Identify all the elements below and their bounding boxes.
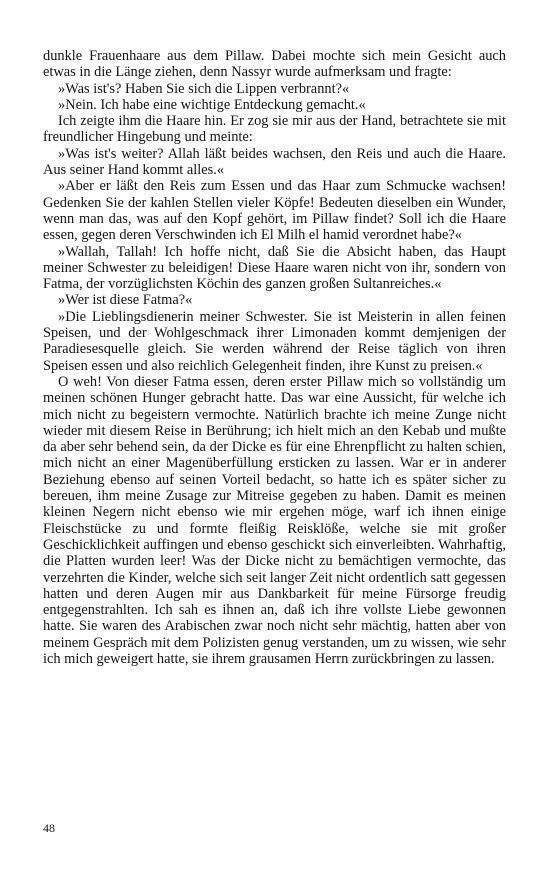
paragraph-dialogue-2: »Nein. Ich habe eine wichtige Entdeckung gemacht.« bbox=[58, 96, 366, 113]
paragraph-dialogue-5: »Wallah, Tallah! Ich hoffe nicht, daß Sie die Absicht haben, das Haupt meiner Schwester zu beleidigen! Diese Haare waren nicht von ihr, sondern von Fatma, der vorzüglichsten Köchin des ganzen großen Sultanreiches.« bbox=[43, 243, 506, 293]
paragraph-narration-2: O weh! Von dieser Fatma essen, deren erster Pillaw mich so vollständig um meinen schönen Hunger gebracht hatte. Das war eine Aussicht, für welche ich mich nicht zu begeistern vermochte. Natürlich brachte ich meine Zunge nicht wieder mit diesem Reise in Berührung; ich hielt mich an den Kebab und mußte da aber sehr behend sein, da der Dicke es für eine Ehrenpflicht zu halten schien, mich nicht an einer Magenüberfüllung ersticken zu lassen. War er in anderer Beziehung ebenso auf seinen Vorteil bedacht, so hatte ich es später sicher zu bereuen, ihm meine Zusage zur Mitreise gegeben zu haben. Damit es meinen kleinen Negern nicht ebenso wie mir ergehen möge, warf ich ihnen einige Fleischstücke zu und formte fleißig Reisklöße, welche sie mit großer Geschicklichkeit auffingen und ebenso geschickt sich einverleibten. Wahrhaftig, die Platten wurden leer! Was der Dicke nicht zu bemächtigen vermochte, das verzehrten die Kinder, welche sich seit langer Zeit nicht ordentlich satt gegessen hatten und deren Augen mir aus Dankbarkeit für meine Fürsorge freudig entgegenstrahlten. Ich sah es ihnen an, daß ich ihre vollste Liebe gewonnen hatte. Sie waren des Arabischen zwar noch nicht sehr mächtig, hatten aber von meinem Gespräch mit dem Polizisten genug verstanden, um zu wissen, wie sehr ich mich geweigert hatte, sie ihrem grausamen Herrn zurückbringen zu lassen. bbox=[43, 373, 506, 667]
paragraph-dialogue-6: »Wer ist diese Fatma?« bbox=[58, 292, 193, 309]
paragraph-dialogue-1: »Was ist's? Haben Sie sich die Lippen verbrannt?« bbox=[58, 80, 350, 97]
paragraph-dialogue-4: »Aber er läßt den Reis zum Essen und das Haar zum Schmucke wachsen! Gedenken Sie der kahlen Stellen vieler Köpfe! Bedeuten dieselben ein Wunder, wenn man das, was auf den Kopf gehört, im Pillaw findet? Soll ich die Haare essen, gegen deren Verschwinden ich El Milh el hamid verordnet habe?« bbox=[43, 178, 506, 244]
paragraph-dialogue-7: »Die Lieblingsdienerin meiner Schwester. Sie ist Meisterin in allen feinen Speisen, und der Wohlgeschmack ihrer Limonaden kommt demjenigen der Paradiesesquelle gleich. Sie werden während der Reise täglich von ihren Speisen essen und also reichlich Gelegenheit finden, ihre Kunst zu preisen.« bbox=[43, 308, 506, 374]
paragraph-narration-1: Ich zeigte ihm die Haare hin. Er zog sie mir aus der Hand, betrachtete sie mit freundlicher Hingebung und meinte: bbox=[43, 113, 506, 146]
paragraph-continuation: dunkle Frauenhaare aus dem Pillaw. Dabei mochte sich mein Gesicht auch etwas in die Länge ziehen, denn Nassyr wurde aufmerksam und fragte: bbox=[43, 48, 506, 81]
page-number: 48 bbox=[43, 821, 55, 835]
paragraph-dialogue-3: »Was ist's weiter? Allah läßt beides wachsen, den Reis und auch die Haare. Aus seiner Hand kommt alles.« bbox=[43, 145, 506, 179]
book-page-text bbox=[43, 48, 506, 667]
